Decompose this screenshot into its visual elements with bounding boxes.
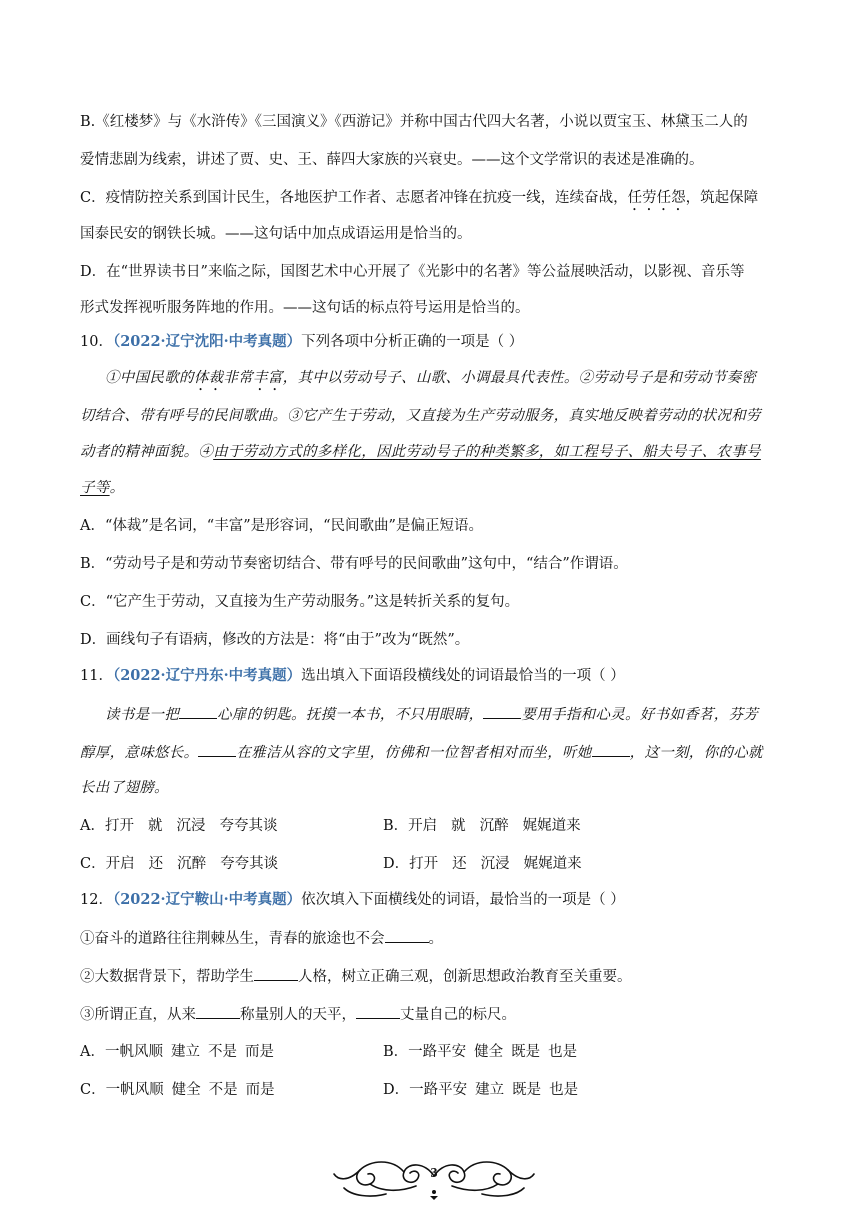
page-footer	[330, 1152, 538, 1202]
q9-option-b-line1: B.《红楼梦》与《水浒传》《三国演义》《西游记》并称中国古代四大名著，小说以贾宝玉、林黛玉二人的	[80, 114, 748, 130]
text: 。	[109, 480, 125, 496]
q11-passage-line2	[80, 742, 763, 763]
answer-blank[interactable]	[254, 966, 298, 981]
answer-blank[interactable]	[196, 1004, 240, 1019]
question-source: （2022·辽宁丹东·中考真题）	[112, 667, 302, 684]
answer-blank[interactable]	[179, 704, 217, 719]
q10-stem	[80, 332, 523, 352]
question-number: 11．	[80, 668, 113, 684]
text: ①奋斗的道路往往荆棘丛生，青春的旅途也不会	[80, 931, 385, 947]
option-word: 还	[148, 856, 164, 872]
q12-sentence-2	[80, 966, 632, 987]
option-word: B．一路平安	[383, 1044, 467, 1060]
option-word: C．一帆风顺	[80, 1082, 164, 1098]
page-number: 3	[430, 1166, 438, 1181]
question-number: 10．	[80, 334, 113, 350]
option-word: 沉浸	[480, 856, 510, 872]
q12-option-d[interactable]	[383, 1080, 592, 1100]
q11-option-c[interactable]	[80, 854, 292, 874]
option-word: C．开启	[80, 856, 135, 872]
option-word: 就	[147, 818, 163, 834]
text: ，筑起保障	[685, 190, 759, 206]
option-word: 就	[451, 818, 466, 834]
option-word: 娓娓道来	[523, 856, 582, 872]
question-number: 12．	[80, 892, 113, 908]
option-word: 沉浸	[176, 818, 206, 834]
q10-passage-line4	[80, 478, 124, 498]
dotted-word: 体裁	[193, 370, 224, 386]
dotted-idiom: 任劳任怨	[627, 190, 686, 206]
text: C．疫情防控关系到国计民生，各地医护工作者、志愿者冲锋在抗疫一线，连续奋战，	[80, 190, 628, 206]
underlined-sentence: 由于劳动方式的多样化，因此劳动号子的种类繁多，如工程号子、船夫号子、农事号	[213, 444, 761, 460]
option-word: 健全	[474, 1044, 504, 1060]
text: 动者的精神面貌。④	[80, 444, 214, 460]
underlined-sentence: 子等	[80, 480, 110, 496]
option-word: 建立	[170, 1044, 200, 1060]
option-word: 沉醉	[479, 818, 509, 834]
option-word: 不是	[207, 1044, 237, 1060]
option-word: A．打开	[80, 818, 134, 834]
text: 称量别人的天平，	[240, 1007, 356, 1023]
q10-passage-line1	[105, 368, 756, 394]
text: 要用手指和心灵。好书如香茗，芬芳	[521, 707, 759, 723]
text: ，这一刻，你的心就	[629, 745, 763, 761]
q11-option-b[interactable]	[383, 816, 595, 836]
q10-passage-line2: 切结合、带有呼号的民间歌曲。③它产生于劳动，又直接为生产劳动服务，真实地反映着劳动的状况和劳	[80, 408, 761, 424]
q11-passage-line1	[105, 704, 758, 725]
dotted-word: 丰富	[253, 370, 283, 386]
q12-option-b[interactable]	[383, 1042, 591, 1062]
q9-option-d-line2: 形式发挥视听服务阵地的作用。——这句话的标点符号运用是恰当的。	[80, 300, 530, 316]
text: ①中国民歌的	[105, 370, 194, 386]
q12-option-a[interactable]	[80, 1042, 288, 1062]
q10-option-d: D．画线句子有语病，修改的方法是：将“由于”改为“既然”。	[80, 632, 470, 648]
answer-blank[interactable]	[356, 1004, 400, 1019]
option-word: 不是	[208, 1082, 238, 1098]
option-word: 而是	[244, 1044, 274, 1060]
text: 人格，树立正确三观，创新思想政治教育至关重要。	[298, 969, 632, 985]
text: 心扉的钥匙。抚摸一本书，不只用眼睛，	[217, 707, 484, 723]
q10-option-b: B．“劳动号子是和劳动节奏密切结合、带有呼号的民间歌曲”这句中，“结合”作谓语。	[80, 556, 628, 572]
question-source: （2022·辽宁鞍山·中考真题）	[112, 891, 302, 908]
option-word: B．开启	[383, 818, 438, 834]
q11-option-d[interactable]	[383, 854, 596, 874]
answer-blank[interactable]	[483, 704, 521, 719]
option-word: 也是	[548, 1044, 578, 1060]
option-word: 健全	[171, 1082, 201, 1098]
question-source: （2022·辽宁沈阳·中考真题）	[112, 333, 302, 350]
text: 读书是一把	[105, 707, 179, 723]
q12-sentence-1	[80, 928, 443, 949]
option-word: 娓娓道来	[522, 818, 581, 834]
question-text: 依次填入下面横线处的词语，最恰当的一项是（ ）	[301, 892, 625, 908]
text: ②大数据背景下，帮助学生	[80, 969, 254, 985]
option-word: D．打开	[383, 856, 439, 872]
q12-option-c[interactable]	[80, 1080, 289, 1100]
q12-stem	[80, 890, 625, 910]
option-word: 既是	[511, 1044, 541, 1060]
q9-option-c-line2: 国泰民安的钢铁长城。——这句话中加点成语运用是恰当的。	[80, 226, 472, 242]
option-word: 夸夸其谈	[220, 856, 279, 872]
q9-option-d-line1: D．在“世界读书日”来临之际，国图艺术中心开展了《光影中的名著》等公益展映活动，以影视、音乐等	[80, 264, 745, 280]
q11-stem	[80, 666, 625, 686]
answer-blank[interactable]	[385, 928, 429, 943]
answer-blank[interactable]	[198, 742, 236, 757]
option-word: D．一路平安	[383, 1082, 468, 1098]
q10-option-a: A．“体裁”是名词，“丰富”是形容词，“民间歌曲”是偏正短语。	[80, 518, 483, 534]
option-word: 而是	[245, 1082, 275, 1098]
text: 醇厚，意味悠长。	[80, 745, 199, 761]
question-text: 选出填入下面语段横线处的词语最恰当的一项（ ）	[301, 668, 625, 684]
text: 丈量自己的标尺。	[400, 1007, 516, 1023]
q9-option-c-line1	[80, 188, 758, 214]
text: ，其中以劳动号子、山歌、小调最具代表性。②劳动号子是和劳动节奏密	[282, 370, 757, 386]
q10-option-c: C．“它产生于劳动，又直接为生产劳动服务。”这是转折关系的复句。	[80, 594, 520, 610]
question-text: 下列各项中分析正确的一项是（ ）	[301, 334, 524, 350]
option-word: A．一帆风顺	[80, 1044, 163, 1060]
option-word: 既是	[512, 1082, 542, 1098]
text: ③所谓正直，从来	[80, 1007, 196, 1023]
q10-passage-line3	[80, 442, 761, 462]
option-word: 沉醉	[177, 856, 207, 872]
text: 在雅洁从容的文字里，仿佛和一位智者相对而坐，听她	[236, 745, 592, 761]
option-word: 夸夸其谈	[219, 818, 278, 834]
q12-sentence-3	[80, 1004, 516, 1025]
q9-option-b-line2: 爱情悲剧为线索，讲述了贾、史、王、薛四大家族的兴衰史。——这个文学常识的表述是准确的。	[80, 152, 704, 168]
text: 非常	[223, 370, 254, 386]
option-word: 建立	[475, 1082, 505, 1098]
option-word: 也是	[549, 1082, 579, 1098]
option-word: 还	[452, 856, 467, 872]
text: 。	[428, 931, 443, 947]
q11-passage-line3: 长出了翅膀。	[80, 780, 169, 796]
answer-blank[interactable]	[592, 742, 630, 757]
q11-option-a[interactable]	[80, 816, 291, 836]
